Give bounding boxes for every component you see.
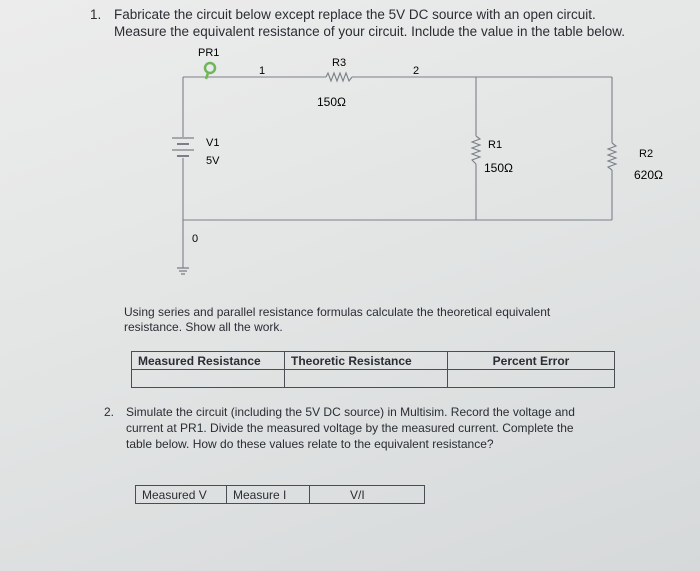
r1-value: 150Ω: [484, 161, 513, 175]
resistance-table: [131, 351, 615, 388]
r3-resistor: [326, 73, 352, 81]
node-1-label: 1: [259, 65, 266, 77]
r1-resistor: [472, 136, 480, 164]
table-row: [132, 370, 615, 388]
r2-resistor: [608, 143, 616, 170]
r3-value: 150Ω: [317, 95, 346, 109]
table-header-cell: Measured V: [136, 486, 227, 504]
calculation-instruction: [124, 305, 550, 335]
r3-name: R3: [332, 57, 347, 69]
question-2-line-2: current at PR1. Divide the measured voltage by the measured current. Complete the: [126, 421, 574, 435]
question-2-line-1: Simulate the circuit (including the 5V DC source) in Multisim. Record the voltage and: [126, 405, 575, 419]
r2-value: 620Ω: [634, 168, 663, 182]
table-row: [132, 352, 615, 370]
v1-value: 5V: [206, 155, 220, 167]
measured-resistance-cell[interactable]: [132, 370, 285, 388]
table-header-cell: V/I: [310, 486, 425, 504]
table-header-cell: Theoretic Resistance: [285, 352, 448, 370]
question-2-line-3: table below. How do these values relate to the equivalent resistance?: [126, 437, 494, 451]
question-1-line-1: Fabricate the circuit below except replace the 5V DC source with an open circuit.: [114, 7, 596, 22]
question-1-number: 1.: [90, 7, 102, 22]
r1-name: R1: [488, 139, 503, 151]
percent-error-cell[interactable]: [448, 370, 615, 388]
table-header-cell: Measure I: [227, 486, 310, 504]
voltage-current-table: [135, 485, 425, 504]
node-2-label: 2: [413, 65, 420, 77]
r2-name: R2: [639, 148, 654, 160]
ground-node-label: 0: [192, 233, 199, 245]
table-header-cell: Percent Error: [448, 352, 615, 370]
table-header-cell: Measured Resistance: [132, 352, 285, 370]
v1-name: V1: [206, 137, 220, 149]
probe-label: PR1: [198, 47, 220, 59]
question-1-line-2: Measure the equivalent resistance of your circuit. Include the value in the table below.: [114, 24, 626, 39]
question-2-number: 2.: [104, 405, 115, 419]
ground-symbol: [177, 268, 189, 274]
calculation-line-1: Using series and parallel resistance formulas calculate the theoretical equivalent: [124, 305, 551, 319]
calculation-line-2: resistance. Show all the work.: [124, 320, 283, 334]
theoretic-resistance-cell[interactable]: [285, 370, 448, 388]
table-row: [136, 486, 425, 504]
battery-v1: [172, 138, 194, 156]
